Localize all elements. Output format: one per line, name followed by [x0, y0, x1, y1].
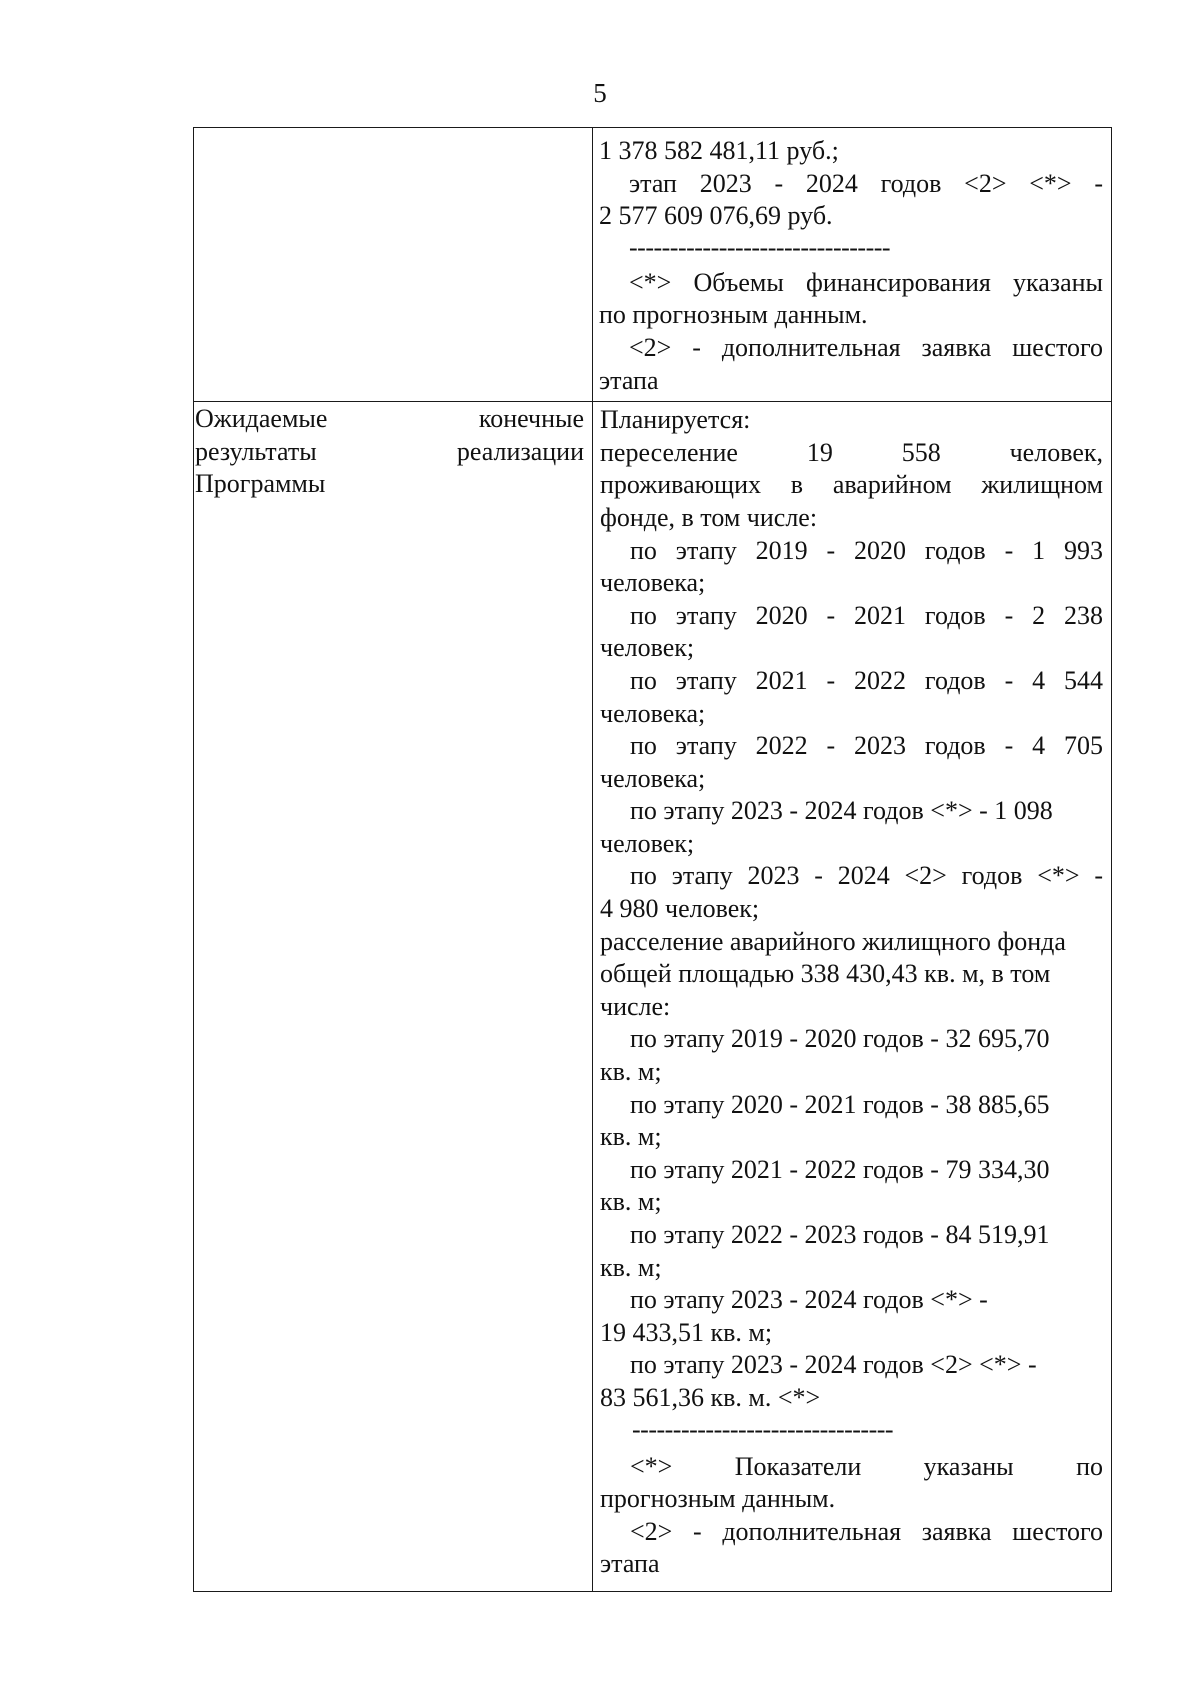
result-line: человека;: [600, 763, 706, 793]
result-line: по этапу 2019 - 2020 годов - 32 695,70: [630, 1024, 1050, 1054]
result-line: человек;: [600, 633, 695, 663]
financing-amount-previous: 1 378 582 481,11 руб.;: [599, 136, 839, 165]
result-line: человека;: [600, 698, 706, 728]
footnote-additional-line1: <2> - дополнительная заявка шестого: [630, 1516, 1103, 1546]
result-line: Планируется:: [600, 405, 751, 435]
result-line: числе:: [600, 991, 671, 1021]
result-line: кв. м;: [600, 1187, 662, 1217]
page-number: 5: [593, 78, 607, 108]
result-line: по этапу 2020 - 2021 годов - 38 885,65: [630, 1089, 1050, 1119]
financing-stage-line: этап 2023 - 2024 годов <2> <*> -: [629, 168, 1103, 198]
result-line: переселение 19 558 человек,: [600, 437, 1103, 467]
result-line: проживающих в аварийном жилищном: [600, 470, 1103, 500]
label-line: результаты реализации: [195, 436, 584, 466]
footnote-additional-line1: <2> - дополнительная заявка шестого: [629, 332, 1103, 362]
result-line: 4 980 человек;: [600, 894, 760, 924]
result-line: по этапу 2023 - 2024 годов <*> -: [630, 1285, 988, 1315]
result-line: по этапу 2022 - 2023 годов - 84 519,91: [630, 1220, 1050, 1249]
result-line: по этапу 2020 - 2021 годов - 2 238: [630, 600, 1103, 630]
footnote-forecast-line1: <*> Показатели указаны по: [630, 1451, 1103, 1481]
footnote-forecast-line2: по прогнозным данным.: [599, 300, 868, 330]
result-line: человека;: [600, 568, 706, 598]
label-line: Программы: [195, 469, 326, 499]
result-line: по этапу 2023 - 2024 <2> годов <*> -: [630, 861, 1103, 891]
financing-stage-amount: 2 577 609 076,69 руб.: [599, 201, 833, 231]
result-line: по этапу 2023 - 2024 годов <2> <*> -: [630, 1350, 1037, 1380]
result-line: по этапу 2021 - 2022 годов - 4 544: [630, 665, 1103, 695]
label-line: Ожидаемые конечные: [195, 404, 584, 434]
result-line: фонде, в том числе:: [600, 502, 818, 532]
footnote-separator: --------------------------------: [629, 232, 891, 262]
footnote-forecast-line1: <*> Объемы финансирования указаны: [629, 267, 1103, 297]
result-line: 19 433,51 кв. м;: [600, 1317, 773, 1347]
result-line: 83 561,36 кв. м. <*>: [600, 1382, 821, 1412]
result-line: по этапу 2022 - 2023 годов - 4 705: [630, 731, 1103, 761]
result-line: расселение аварийного жилищного фонда: [600, 926, 1066, 956]
result-line: общей площадью 338 430,43 кв. м, в том: [600, 959, 1051, 989]
result-line: кв. м;: [600, 1057, 662, 1087]
footnote-forecast-line2: прогнозным данным.: [600, 1484, 836, 1514]
financing-value-cell: [593, 128, 1112, 402]
passport-table: [193, 127, 1112, 1592]
expected-results-label-cell: [194, 402, 593, 1592]
result-line: по этапу 2021 - 2022 годов - 79 334,30: [630, 1154, 1050, 1184]
expected-results-value-cell: [593, 402, 1112, 1592]
footnote-additional-line2: этапа: [599, 365, 659, 395]
table-row-expected-results: [194, 402, 1112, 1592]
result-line: по этапу 2019 - 2020 годов - 1 993: [630, 535, 1103, 565]
financing-label-cell: [194, 128, 593, 402]
result-line: человек;: [600, 828, 695, 858]
result-line: кв. м;: [600, 1252, 662, 1282]
footnote-additional-line2: этапа: [600, 1549, 660, 1579]
footnote-separator: --------------------------------: [632, 1414, 894, 1444]
table-row-financing: [194, 128, 1112, 402]
result-line: кв. м;: [600, 1122, 662, 1152]
result-line: по этапу 2023 - 2024 годов <*> - 1 098: [630, 796, 1053, 826]
